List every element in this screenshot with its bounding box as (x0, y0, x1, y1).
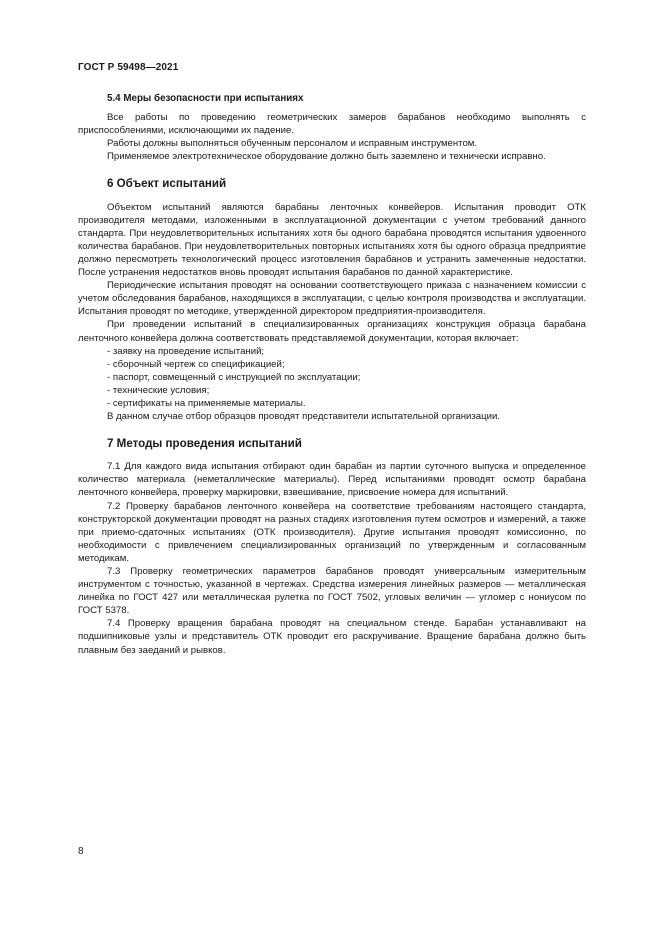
document-body (78, 86, 586, 657)
section-6-paragraph: Объектом испытаний являются барабаны ленточных конвейеров. Испытания проводит ОТК производителя методами, изложенными в эксплуатационной документации с учетом требований данного стандарта. При неудовлетворительных испытаниях хотя бы одного барабана проводятся испытания удвоенного количества барабанов. При неудовлетворительных повторных испытаниях хотя бы одного образца предприятие должно пересмотреть технологический процесс изготовления барабанов и устранить замеченные недостатки. После устранения недостатков вновь проводят испытания барабанов по данной характеристике. (78, 201, 586, 279)
section-6-paragraph: При проведении испытаний в специализированных организациях конструкция образца барабана ленточного конвейера должна соответствовать представляемой документации, которая включает: (78, 319, 586, 344)
section-6-paragraph: Периодические испытания проводят на основании соответствующего приказа с назначением комиссии с учетом обследования барабанов, находящихся в эксплуатации, с целью контроля производства и эксплуатации. Испытания проводят по методике, утвержденной директором предприятия-производителя. (78, 280, 586, 318)
list-item: - паспорт, совмещенный с инструкцией по эксплуатации; (107, 371, 586, 384)
section-5-4-paragraph: Применяемое электротехническое оборудование должно быть заземлено и технически исправно. (107, 151, 546, 163)
section-6-paragraph: В данном случае отбор образцов проводят представители испытательной организации. (107, 411, 501, 423)
section-5-4-paragraph: Работы должны выполняться обученным персоналом и исправным инструментом. (107, 138, 478, 150)
list-item: - сборочный чертеж со спецификацией; (107, 358, 586, 371)
documentation-list (78, 345, 586, 410)
section-7-paragraph: 7.2 Проверку барабанов ленточного конвейера на соответствие требованиям настоящего стандарта, конструкторской документации проводят на разных стадиях изготовления путем осмотров и измерений, а также при приемо-сдаточных испытаниях (ОТК производителя). Другие испытания проводят комиссионно, по необходимости с привлечением специализированных организаций по утвержденным и согласованным методикам. (78, 500, 586, 564)
section-7-paragraph: 7.3 Проверку геометрических параметров барабанов проводят универсальным измерительным инструментом с точностью, указанной в чертежах. Средства измерения линейных размеров — металлическая линейка по ГОСТ 427 или металлическая рулетка по ГОСТ 7502, угловых величин — угломер с нониусом по ГОСТ 5378. (78, 566, 586, 617)
page-number: 8 (78, 846, 84, 857)
section-7-paragraph: 7.1 Для каждого вида испытания отбирают один барабан из партии суточного выпуска и определенное количество материала (неметаллические материалы). Перед испытаниями проводят осмотр барабана ленточного конвейера, проверку маркировки, взвешивание, присвоение номера для испытаний. (78, 461, 586, 499)
list-item: - заявку на проведение испытаний; (107, 345, 586, 358)
list-item: - сертификаты на применяемые материалы. (107, 397, 586, 410)
section-7-title: 7 Методы проведения испытаний (107, 437, 302, 451)
section-6-title: 6 Объект испытаний (107, 177, 227, 191)
document-header: ГОСТ Р 59498—2021 (78, 62, 179, 73)
list-item: - технические условия; (107, 384, 586, 397)
section-5-4-title: 5.4 Меры безопасности при испытаниях (107, 93, 304, 104)
section-7-paragraph: 7.4 Проверку вращения барабана проводят на специальном стенде. Барабан устанавливают на подшипниковые узлы и представитель ОТК проводит его раскручивание. Вращение барабана должно быть плавным без заеданий и рывков. (78, 618, 586, 656)
section-5-4-paragraph: Все работы по проведению геометрических замеров барабанов необходимо выполнять с приспособлениями, исключающими их падение. (78, 112, 586, 137)
